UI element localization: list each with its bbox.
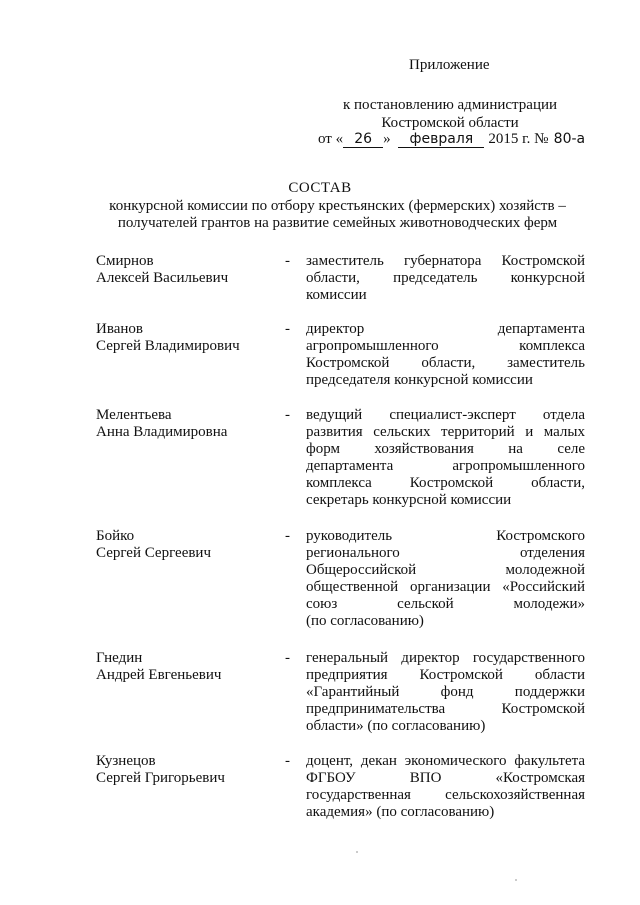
role-line: государственная сельскохозяйственная [306,787,585,803]
role-line: «Гарантийный фонд поддержки [306,684,585,700]
member-surname: Кузнецов [96,753,156,769]
subheading-line2: получателей грантов на развитие семейных животноводческих ферм [117,215,558,231]
member-name [96,528,276,562]
member-given-names: Андрей Евгеньевич [96,667,222,683]
member-role [306,253,585,304]
role-line: регионального отделения [306,545,585,561]
role-line: департамента агропромышленного [306,458,585,474]
role-line: руководитель Костромского [306,528,585,544]
role-line: области, председатель конкурсной [306,270,585,286]
appendix-reference [300,96,600,132]
role-line: доцент, декан экономического факультета [306,753,585,769]
resolution-date-line [318,131,590,148]
member-role [306,321,585,389]
role-line: форм хозяйствования на селе [306,441,585,457]
member-surname: Гнедин [96,650,143,666]
role-line: предпринимательства Костромской [306,701,585,717]
role-line: директор департамента [306,321,585,337]
role-line: предприятия Костромской области [306,667,585,683]
member-name [96,407,276,441]
appendix-title: Приложение [409,57,490,73]
role-line: генеральный директор государственного [306,650,585,666]
role-line: академия» (по согласованию) [306,804,495,820]
member-role [306,407,585,509]
role-line: общественной организации «Российский [306,579,585,595]
member-given-names: Анна Владимировна [96,424,228,440]
role-line: ведущий специалист-эксперт отдела [306,407,585,423]
member-role [306,650,585,735]
appendix-ref-line1: к постановлению администрации [342,97,558,113]
role-line: заместитель губернатора Костромской [306,253,585,269]
member-name [96,753,276,787]
role-line: председателя конкурсной комиссии [306,372,533,388]
role-line: развития сельских территорий и малых [306,424,585,440]
member-given-names: Сергей Владимирович [96,338,240,354]
date-mid: » [383,131,391,147]
scan-speck [515,879,517,881]
dash-separator: - [285,253,290,269]
role-line: ФГБОУ ВПО «Костромская [306,770,585,786]
dash-separator: - [285,528,290,544]
document-subheading [60,198,615,232]
role-line: Костромской области, заместитель [306,355,585,371]
role-line: (по согласованию) [306,613,424,629]
dash-separator: - [285,650,290,666]
role-line: комиссии [306,287,367,303]
dash-separator: - [285,753,290,769]
member-name [96,253,276,287]
member-role [306,753,585,821]
role-line: Общероссийской молодежной [306,562,585,578]
member-role [306,528,585,630]
document-heading: СОСТАВ [288,180,352,196]
role-line: агропромышленного комплекса [306,338,585,354]
scan-speck [356,851,358,853]
member-name [96,321,276,355]
dash-separator: - [285,407,290,423]
member-given-names: Сергей Григорьевич [96,770,225,786]
role-line: союз сельской молодежи» [306,596,585,612]
date-day: 26 [343,132,383,148]
member-name [96,650,276,684]
member-surname: Иванов [96,321,143,337]
member-surname: Смирнов [96,253,154,269]
member-surname: Бойко [96,528,135,544]
member-given-names: Сергей Сергеевич [96,545,212,561]
role-line: секретарь конкурсной комиссии [306,492,512,508]
member-surname: Мелентьева [96,407,172,423]
date-year: 2015 г. № [488,131,549,147]
date-prefix: от « [318,131,344,147]
role-line: области» (по согласованию) [306,718,486,734]
appendix-ref-line2: Костромской области [381,115,519,131]
resolution-number: 80-а [553,131,586,147]
date-month: февраля [398,132,484,148]
dash-separator: - [285,321,290,337]
role-line: комплекса Костромской области, [306,475,585,491]
member-given-names: Алексей Васильевич [96,270,229,286]
subheading-line1: конкурсной комиссии по отбору крестьянских (фермерских) хозяйств – [109,198,566,214]
